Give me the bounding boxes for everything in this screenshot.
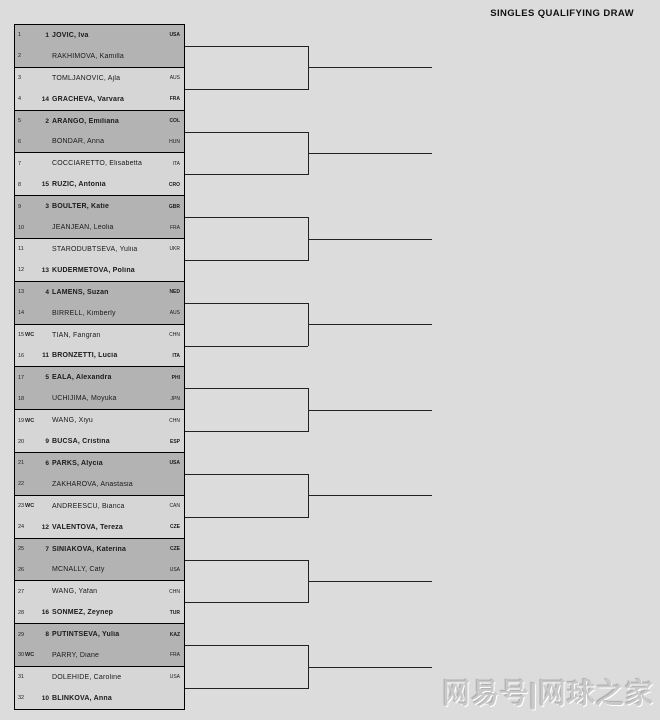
- match-block: [14, 409, 185, 453]
- row-number: 31: [18, 674, 25, 681]
- player-row: [15, 325, 184, 346]
- country-code: CAN: [169, 503, 180, 510]
- wildcard-label: WC: [25, 332, 35, 339]
- bracket-line: [185, 688, 308, 689]
- match-block: [14, 495, 185, 539]
- row-number: 23: [18, 503, 25, 510]
- bracket-line: [185, 174, 308, 175]
- player-row: [15, 131, 184, 152]
- bracket-line: [185, 645, 308, 646]
- bracket-line: [185, 517, 308, 518]
- country-code: ITA: [172, 352, 180, 359]
- player-row: [15, 410, 184, 431]
- player-name: BOULTER, Katie: [52, 203, 110, 211]
- player-row: [15, 345, 184, 366]
- match-block: [14, 452, 185, 496]
- player-row: [15, 539, 184, 560]
- watermark: 网易号|网球之家: [442, 678, 654, 709]
- player-name: BUCSA, Cristina: [52, 438, 110, 445]
- player-row: [15, 496, 184, 517]
- player-row: [15, 559, 184, 580]
- match-block: [14, 238, 185, 282]
- seed-number: 12: [41, 523, 49, 531]
- country-code: KAZ: [169, 631, 180, 638]
- player-name: DOLEHIDE, Caroline: [52, 673, 122, 681]
- match-block: [14, 538, 185, 582]
- country-code: COL: [169, 118, 180, 125]
- country-code: FRA: [169, 96, 180, 103]
- seed-number: 15: [41, 181, 49, 189]
- wildcard-label: WC: [25, 652, 35, 659]
- match-block: [14, 24, 185, 68]
- wildcard-label: WC: [25, 503, 35, 510]
- seed-number: 7: [45, 545, 49, 553]
- player-name: KUDERMETOVA, Polina: [52, 266, 135, 274]
- player-row: [15, 581, 184, 602]
- player-name: LAMENS, Suzan: [52, 288, 109, 296]
- row-number: 7: [18, 160, 22, 167]
- country-code: NED: [169, 289, 180, 296]
- player-row: [15, 602, 184, 623]
- player-name: MCNALLY, Caty: [52, 566, 105, 574]
- country-code: USA: [169, 460, 180, 467]
- row-number: 21: [18, 460, 25, 467]
- match-block: [14, 366, 185, 410]
- row-number: 13: [18, 289, 25, 296]
- player-row: [15, 688, 184, 709]
- player-row: [15, 68, 184, 89]
- match-block: [14, 666, 185, 710]
- row-number: 29: [18, 631, 25, 638]
- row-number: 15: [18, 332, 25, 339]
- row-number: 17: [18, 374, 25, 381]
- country-code: ESP: [169, 438, 180, 445]
- country-code: JPN: [170, 395, 180, 402]
- player-row: [15, 474, 184, 495]
- player-name: SINIAKOVA, Katerina: [52, 545, 127, 553]
- player-row: [15, 667, 184, 688]
- player-name: TOMLJANOVIC, Ajla: [52, 74, 121, 82]
- player-row: [15, 153, 184, 174]
- match-block: [14, 195, 185, 239]
- country-code: CZE: [170, 546, 180, 552]
- bracket-line: [308, 495, 432, 496]
- player-row: [15, 367, 184, 388]
- player-name: SONMEZ, Zeynep: [52, 609, 114, 617]
- player-row: [15, 89, 184, 110]
- row-number: 6: [18, 138, 22, 145]
- seed-number: 10: [41, 694, 49, 702]
- match-block: [14, 324, 185, 368]
- seed-number: 1: [45, 31, 49, 39]
- bracket-line: [185, 560, 308, 561]
- row-number: 27: [18, 588, 25, 595]
- bracket-line: [308, 324, 432, 325]
- seed-number: 11: [42, 352, 49, 360]
- row-number: 9: [18, 203, 22, 210]
- player-name: JOVIC, Iva: [52, 31, 89, 39]
- seed-number: 8: [45, 631, 49, 639]
- qualifying-draw-table: [14, 24, 185, 710]
- row-number: 4: [18, 96, 22, 103]
- country-code: USA: [169, 32, 180, 39]
- seed-number: 6: [45, 459, 49, 467]
- row-number: 22: [18, 481, 25, 488]
- country-code: USA: [169, 674, 180, 681]
- player-name: BONDAR, Anna: [52, 138, 105, 146]
- player-row: [15, 645, 184, 666]
- country-code: TUR: [169, 609, 180, 616]
- row-number: 26: [18, 566, 25, 573]
- player-name: WANG, Xiyu: [52, 417, 94, 425]
- player-row: [15, 260, 184, 281]
- player-name: BRONZETTI, Lucia: [52, 352, 118, 360]
- bracket-line: [308, 410, 432, 411]
- player-name: TIAN, Fangran: [52, 331, 101, 339]
- seed-number: 13: [41, 266, 49, 274]
- player-name: BLINKOVA, Anna: [52, 694, 112, 702]
- country-code: USA: [169, 566, 180, 573]
- row-number: 5: [18, 118, 22, 125]
- player-name: ARANGO, Emiliana: [52, 117, 119, 125]
- player-name: BIRRELL, Kimberly: [52, 309, 116, 317]
- bracket-line: [185, 602, 308, 603]
- seed-number: 4: [45, 288, 49, 296]
- bracket-line: [308, 667, 432, 668]
- player-row: [15, 624, 184, 645]
- row-number: 24: [18, 524, 25, 531]
- country-code: HUN: [169, 138, 180, 145]
- row-number: 12: [18, 267, 25, 274]
- player-row: [15, 282, 184, 303]
- seed-number: 9: [45, 438, 49, 445]
- bracket-line: [185, 303, 308, 304]
- player-row: [15, 431, 184, 452]
- row-number: 30: [18, 652, 25, 659]
- row-number: 10: [18, 224, 25, 231]
- match-block: [14, 580, 185, 624]
- player-name: PUTINTSEVA, Yulia: [52, 631, 120, 639]
- row-number: 32: [18, 695, 25, 702]
- bracket-line: [185, 89, 308, 90]
- country-code: AUS: [169, 310, 180, 317]
- page-title: SINGLES QUALIFYING DRAW: [490, 8, 634, 19]
- match-block: [14, 110, 185, 154]
- bracket-line: [185, 217, 308, 218]
- player-name: RAKHIMOVA, Kamilla: [52, 52, 124, 60]
- player-row: [15, 174, 184, 195]
- player-name: EALA, Alexandra: [52, 374, 112, 382]
- country-code: CHN: [169, 417, 180, 424]
- row-number: 28: [18, 609, 25, 616]
- row-number: 16: [18, 352, 25, 359]
- seed-number: 5: [45, 374, 49, 382]
- player-name: WANG, Yafan: [52, 588, 98, 596]
- bracket-line: [185, 260, 308, 261]
- row-number: 14: [18, 310, 25, 317]
- row-number: 25: [18, 546, 25, 552]
- bracket-line: [185, 431, 308, 432]
- player-row: [15, 388, 184, 409]
- country-code: FRA: [170, 652, 180, 659]
- row-number: 20: [18, 438, 25, 445]
- match-block: [14, 623, 185, 667]
- bracket-line: [185, 474, 308, 475]
- player-name: STARODUBTSEVA, Yuliia: [52, 245, 138, 253]
- player-name: ZAKHAROVA, Anastasia: [52, 480, 133, 488]
- player-name: ANDREESCU, Bianca: [52, 502, 125, 510]
- player-row: [15, 25, 184, 46]
- row-number: 8: [18, 181, 22, 188]
- bracket-line: [308, 67, 432, 68]
- country-code: UKR: [169, 246, 180, 253]
- country-code: ITA: [172, 160, 180, 167]
- row-number: 19: [18, 417, 25, 424]
- player-name: GRACHEVA, Varvara: [52, 95, 125, 103]
- bracket-line: [308, 239, 432, 240]
- country-code: AUS: [169, 75, 180, 82]
- row-number: 18: [18, 395, 25, 402]
- bracket-line: [185, 46, 308, 47]
- country-code: CZE: [170, 524, 180, 531]
- seed-number: 14: [41, 95, 49, 103]
- player-name: PARRY, Diane: [52, 651, 100, 659]
- country-code: PHI: [171, 374, 180, 381]
- bracket-line: [185, 132, 308, 133]
- row-number: 2: [18, 53, 22, 60]
- row-number: 3: [18, 75, 22, 82]
- match-block: [14, 67, 185, 111]
- player-row: [15, 517, 184, 538]
- player-row: [15, 217, 184, 238]
- country-code: GBR: [168, 203, 180, 210]
- player-row: [15, 453, 184, 474]
- wildcard-label: WC: [25, 417, 35, 424]
- player-name: VALENTOVA, Tereza: [52, 523, 123, 531]
- country-code: CHN: [169, 588, 180, 595]
- player-row: [15, 303, 184, 324]
- bracket-line: [185, 388, 308, 389]
- player-name: UCHIJIMA, Moyuka: [52, 395, 117, 403]
- player-row: [15, 239, 184, 260]
- country-code: CRO: [168, 181, 180, 188]
- player-name: RUZIC, Antonia: [52, 181, 106, 189]
- country-code: CHN: [169, 332, 180, 339]
- row-number: 11: [18, 246, 24, 253]
- bracket-line: [308, 581, 432, 582]
- bracket-line: [185, 346, 308, 347]
- player-name: JEANJEAN, Leolia: [52, 224, 114, 232]
- seed-number: 16: [41, 609, 49, 617]
- country-code: FRA: [170, 224, 180, 231]
- seed-number: 2: [45, 117, 49, 125]
- seed-number: 3: [45, 203, 49, 211]
- match-block: [14, 152, 185, 196]
- row-number: 1: [18, 32, 22, 39]
- bracket-line: [308, 153, 432, 154]
- player-row: [15, 111, 184, 132]
- player-name: PARKS, Alycia: [52, 459, 103, 467]
- match-block: [14, 281, 185, 325]
- player-row: [15, 46, 184, 67]
- player-name: COCCIARETTO, Elisabetta: [52, 160, 143, 168]
- player-row: [15, 196, 184, 217]
